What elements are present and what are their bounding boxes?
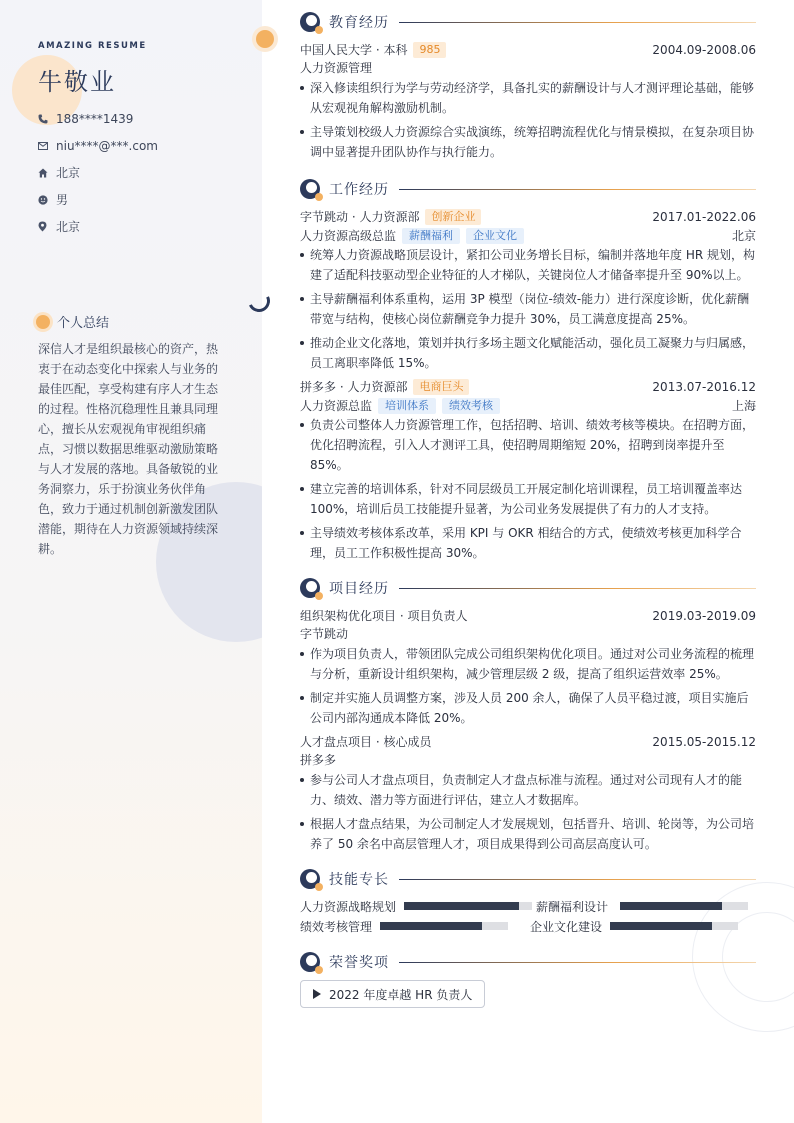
- section-icon: [300, 869, 320, 889]
- contact-text: 北京: [56, 166, 81, 180]
- skill-bar-fill: [620, 902, 722, 910]
- project-org: 拼多多: [300, 753, 337, 767]
- skill-row: [300, 897, 756, 915]
- contact-home: [38, 159, 158, 186]
- section-header: [300, 577, 756, 599]
- summary-text: 深信人才是组织最核心的资产，热衷于在动态变化中探索人与业务的最佳匹配，享受构建有序人才生态的过程。性格沉稳理性且兼具同理心，擅长从宏观视角审视组织痛点，习惯以数据思维驱动激励策略与人才发展的落地。具备敏锐的业务洞察力，乐于扮演业务伙伴角色，致力于通过机制创新激发团队潜能，期待在人力资源领域持续深耕。: [38, 342, 219, 556]
- list-item: 建立完善的培训体系，针对不同层级员工开展定制化培训课程，员工培训覆盖率达 100%，培训后员工技能提升显著，为公司业务发展提供了有力的人才支持。: [300, 479, 756, 519]
- project-date: 2015.05-2015.12: [652, 734, 756, 749]
- skill-row: [300, 917, 756, 935]
- skill-bar: [404, 902, 532, 910]
- contact-gender: [38, 186, 158, 213]
- work-entry: [300, 207, 756, 373]
- project-header-row: [300, 732, 756, 751]
- education-bullets: [300, 78, 756, 162]
- list-item: 主导薪酬福利体系重构，运用 3P 模型（岗位-绩效-能力）进行深度诊断，优化薪酬带宽与结构，使核心岗位薪酬竞争力提升 30%，员工满意度提高 25%。: [300, 289, 756, 329]
- project-org: 字节跳动: [300, 627, 349, 641]
- honors-section: [300, 951, 756, 1008]
- phone-icon: [38, 114, 56, 124]
- list-item: 主导策划校级人力资源综合实战演练，统筹招聘流程优化与情景模拟，在复杂项目协调中显著提升团队协作与执行能力。: [300, 122, 756, 162]
- work-city: 北京: [731, 229, 756, 243]
- work-bullets: [300, 415, 756, 563]
- contact-email: [38, 132, 158, 159]
- job-title: 人力资源高级总监: [300, 229, 397, 243]
- project-bullets: [300, 644, 756, 728]
- candidate-name: 牛敬业: [38, 68, 116, 96]
- section-divider: [399, 962, 756, 963]
- award-text: 2022 年度卓越 HR 负责人: [329, 987, 473, 1002]
- work-bullets: [300, 245, 756, 373]
- work-city: 上海: [731, 399, 756, 413]
- section-title: 荣誉奖项: [329, 955, 389, 971]
- section-title: 项目经历: [329, 581, 389, 597]
- work-role-row: [300, 396, 756, 415]
- education-section: [300, 11, 756, 166]
- work-date: 2017.01-2022.06: [652, 209, 756, 224]
- home-icon: [38, 168, 56, 178]
- list-item: 根据人才盘点结果，为公司制定人才发展规划，包括晋升、培训、轮岗等，为公司培养了 50 余名中高层管理人才，项目成果得到公司高层高度认可。: [300, 814, 756, 854]
- work-entry: [300, 377, 756, 563]
- skill-tag: 企业文化: [466, 228, 524, 244]
- work-header-row: [300, 207, 756, 226]
- section-header: [300, 951, 756, 973]
- work-role-row: [300, 226, 756, 245]
- list-item: 推动企业文化落地，策划并执行多场主题文化赋能活动，强化员工凝聚力与归属感，员工离职率降低 15%。: [300, 333, 756, 373]
- user-icon: [38, 195, 56, 205]
- education-date: 2004.09-2008.06: [652, 42, 756, 57]
- section-icon: [300, 179, 320, 199]
- list-item: 负责公司整体人力资源管理工作，包括招聘、培训、绩效考核等模块。在招聘方面，优化招聘流程，引入人才测评工具，使招聘周期缩短 20%，招聘到岗率提升至 85%。: [300, 415, 756, 475]
- project-header-row: [300, 606, 756, 625]
- summary-dot-icon: [36, 315, 50, 329]
- award-badge: [300, 980, 485, 1008]
- skill-bar: [610, 922, 738, 930]
- section-divider: [399, 22, 756, 23]
- skill-bar-fill: [610, 922, 712, 930]
- section-title: 工作经历: [329, 182, 389, 198]
- work-date: 2013.07-2016.12: [652, 379, 756, 394]
- project-entry: [300, 732, 756, 854]
- project-bullets: [300, 770, 756, 854]
- company-tag: 创新企业: [425, 209, 481, 225]
- decorative-dot: [256, 30, 274, 48]
- mail-icon: [38, 142, 56, 150]
- company-name: 字节跳动 · 人力资源部: [300, 210, 420, 224]
- list-item: 主导绩效考核体系改革，采用 KPI 与 OKR 相结合的方式，使绩效考核更加科学合理，员工工作积极性提高 30%。: [300, 523, 756, 563]
- contact-location: [38, 213, 158, 240]
- list-item: 深入修读组织行为学与劳动经济学，具备扎实的薪酬设计与人才测评理论基础，能够从宏观视角解构激励机制。: [300, 78, 756, 118]
- list-item: 参与公司人才盘点项目，负责制定人才盘点标准与流程。通过对公司现有人才的能力、绩效、潜力等方面进行评估，建立人才数据库。: [300, 770, 756, 810]
- location-icon: [38, 221, 56, 232]
- project-name: 组织架构优化项目 · 项目负责人: [300, 609, 468, 623]
- section-title: 技能专长: [329, 872, 389, 888]
- skill-tag: 薪酬福利: [402, 228, 460, 244]
- project-date: 2019.03-2019.09: [652, 608, 756, 623]
- skill-name: 企业文化建设: [530, 919, 603, 934]
- section-divider: [399, 588, 756, 589]
- school-tag: 985: [413, 42, 446, 58]
- skill-bar-fill: [404, 902, 519, 910]
- skill-tag: 绩效考核: [442, 398, 500, 414]
- skill-name: 人力资源战略规划: [300, 899, 397, 914]
- list-item: 统筹人力资源战略顶层设计，紧扣公司业务增长目标，编制并落地年度 HR 规划，构建了适配科技驱动型企业特征的人才梯队，关键岗位人才储备率提升至 90%以上。: [300, 245, 756, 285]
- skill-name: 薪酬福利设计: [536, 899, 609, 914]
- section-header: [300, 868, 756, 890]
- summary-title: 个人总结: [57, 316, 110, 331]
- company-name: 拼多多 · 人力资源部: [300, 380, 408, 394]
- section-divider: [399, 189, 756, 190]
- project-entry: [300, 606, 756, 728]
- skills-section: [300, 868, 756, 935]
- job-title: 人力资源总监: [300, 399, 373, 413]
- skill-name: 绩效考核管理: [300, 919, 373, 934]
- skill-bar: [380, 922, 508, 930]
- project-name: 人才盘点项目 · 核心成员: [300, 735, 432, 749]
- summary-header: [36, 312, 109, 331]
- contact-text: 北京: [56, 220, 81, 234]
- skill-tag: 培训体系: [378, 398, 436, 414]
- contact-list: [38, 105, 158, 240]
- sidebar: [0, 0, 262, 1123]
- skill-bar: [620, 902, 748, 910]
- company-tag: 电商巨头: [413, 379, 469, 395]
- major: 人力资源管理: [300, 61, 373, 75]
- work-header-row: [300, 377, 756, 396]
- education-header-row: [300, 40, 756, 59]
- section-icon: [300, 12, 320, 32]
- section-title: 教育经历: [329, 15, 389, 31]
- contact-text: 188****1439: [56, 111, 134, 126]
- section-icon: [300, 952, 320, 972]
- section-header: [300, 11, 756, 33]
- play-icon: [313, 989, 321, 999]
- skill-bar-fill: [380, 922, 482, 930]
- brand-label: AMAZING RESUME: [38, 41, 147, 51]
- school-name: 中国人民大学 · 本科: [300, 43, 408, 57]
- list-item: 作为项目负责人，带领团队完成公司组织架构优化项目。通过对公司业务流程的梳理与分析，重新设计组织架构，减少管理层级 2 级，提高了组织运营效率 25%。: [300, 644, 756, 684]
- section-icon: [300, 578, 320, 598]
- list-item: 制定并实施人员调整方案，涉及人员 200 余人，确保了人员平稳过渡，项目实施后公司内部沟通成本降低 20%。: [300, 688, 756, 728]
- project-section: [300, 577, 756, 858]
- section-header: [300, 178, 756, 200]
- section-divider: [399, 879, 756, 880]
- contact-text: niu****@***.com: [56, 138, 158, 153]
- contact-phone: [38, 105, 158, 132]
- work-section: [300, 178, 756, 567]
- contact-text: 男: [56, 193, 69, 207]
